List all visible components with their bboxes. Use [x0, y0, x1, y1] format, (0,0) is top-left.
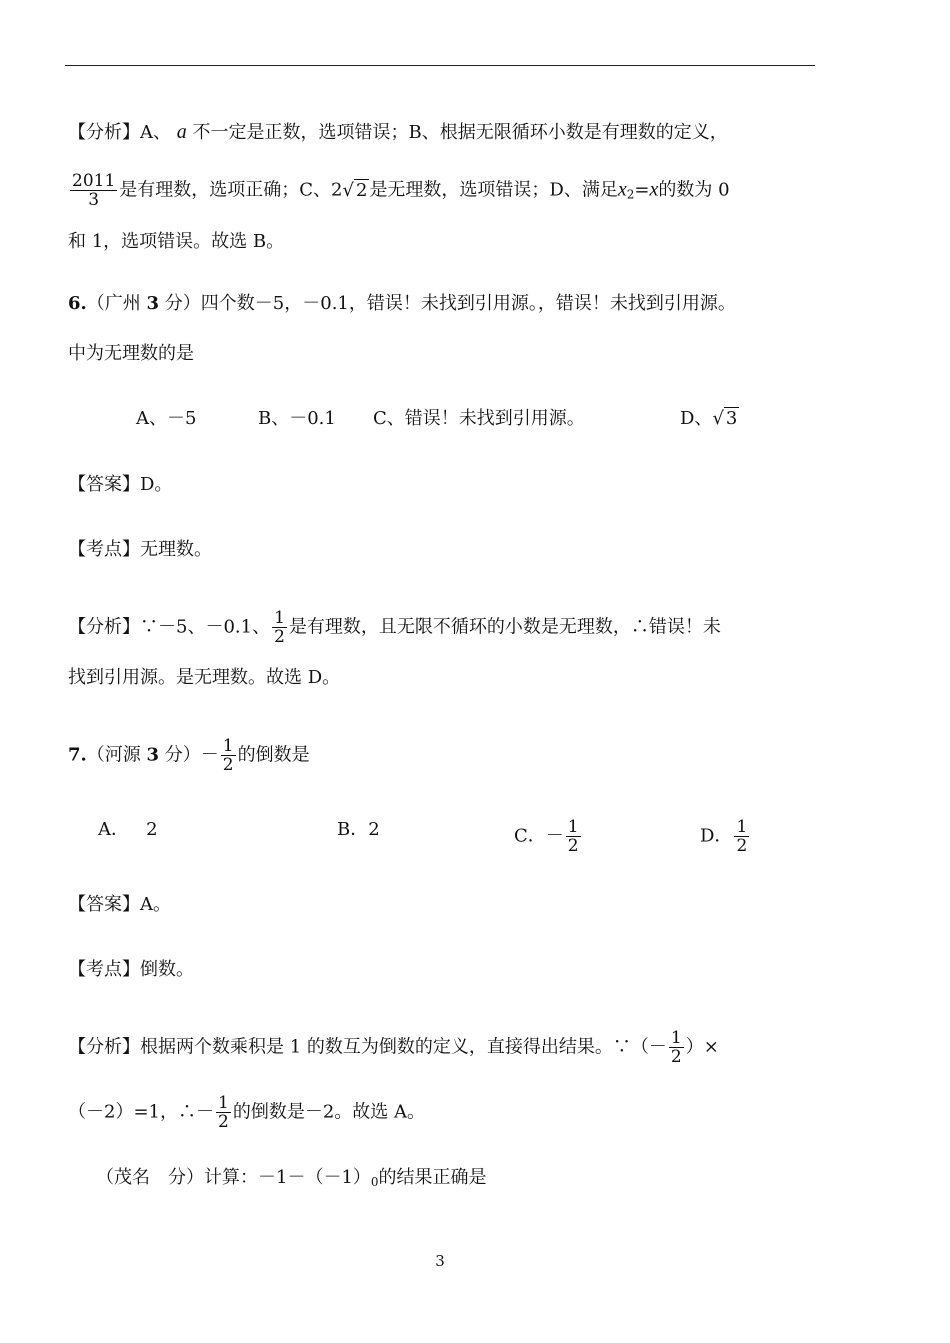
fraction-half: [669, 1029, 684, 1066]
sqrt-3: [712, 407, 739, 431]
q5-analysis-line3: 和 1，选项错误。故选 B。: [68, 231, 285, 252]
fraction-half: [566, 818, 581, 855]
stem: 四个数－5，－0.1，错误！未找到引用源。，错误！未找到引用源。: [200, 293, 736, 314]
var-a: a: [176, 121, 187, 143]
text: ）×: [685, 1036, 719, 1058]
q7-option-a: [98, 818, 158, 842]
q7-analysis-line1: [68, 1029, 719, 1066]
q6-stem-line1: [68, 292, 736, 316]
q7-option-d: [700, 818, 751, 855]
q6-option-b: B、－0.1: [258, 408, 336, 429]
option-label: A．: [98, 819, 129, 840]
stem: 的倒数是: [237, 744, 310, 766]
option-label: C．－: [514, 825, 564, 847]
analysis-label: 【分析】: [68, 122, 140, 143]
fraction-2011-3: [70, 172, 117, 209]
q6-analysis-line2: 找到引用源。是无理数。故选 D。: [68, 667, 341, 688]
stem: （茂名 分）计算：－1－（－1）: [96, 1167, 371, 1188]
frac-num: 1: [218, 1093, 229, 1113]
var-x: x: [617, 178, 627, 201]
source: （河源: [86, 744, 147, 766]
q6-answer: 【答案】D。: [68, 474, 173, 495]
sqrt-2: [343, 179, 370, 203]
text: 不一定是正数，选项错误；B、根据无限循环小数是有理数的定义，: [192, 122, 728, 143]
equals: =: [634, 179, 650, 201]
source: 分）: [159, 744, 201, 766]
q6-option-a: A、－5: [136, 408, 197, 429]
q7-answer: 【答案】A。: [68, 894, 171, 915]
frac-num: 1: [274, 608, 285, 628]
q6-stem-line2: 中为无理数的是: [68, 343, 194, 364]
frac-den: 2: [218, 1112, 229, 1132]
q7-point: 【考点】倒数。: [68, 959, 194, 980]
question-number: 6.: [68, 293, 87, 314]
sqrt-radicand: 2: [355, 179, 368, 201]
sqrt-symbol: √: [342, 179, 354, 201]
text: 的数为 0: [658, 179, 730, 201]
q7-stem: [68, 737, 310, 774]
frac-num: 1: [670, 1028, 682, 1048]
text: 是有理数，选项正确；C、: [119, 179, 332, 201]
page-number: 3: [435, 1252, 445, 1270]
score: 3: [146, 293, 160, 314]
q6-option-c: C、错误！未找到引用源。: [373, 408, 585, 429]
q7-option-b: B．2: [337, 819, 380, 840]
q5-analysis-line2: [68, 172, 730, 209]
header-rule: [65, 65, 815, 66]
text: 【分析】∵－5、－0.1、: [68, 616, 271, 638]
q5-analysis-line1: [68, 120, 728, 145]
subscript: 0: [370, 1175, 379, 1189]
frac-num: 1: [567, 817, 579, 837]
frac-den: 2: [736, 836, 748, 856]
frac-num: 1: [222, 736, 234, 756]
option-label: D．: [700, 825, 733, 847]
text: （－2）=1，∴－: [68, 1101, 214, 1123]
text: 是有理数，且无限不循环的小数是无理数，∴错误！未: [288, 616, 721, 638]
source: （广州: [86, 293, 147, 314]
frac-den: 2: [222, 755, 234, 775]
frac-den: 2: [567, 836, 579, 856]
q6-point: 【考点】无理数。: [68, 539, 212, 560]
text: 【分析】根据两个数乘积是 1 的数互为倒数的定义，直接得出结果。∵（－: [68, 1036, 667, 1058]
source: 分）: [159, 293, 201, 314]
option-value: 2: [146, 819, 158, 840]
fraction-half: [272, 609, 287, 646]
q7-option-c: [514, 818, 583, 855]
fraction-half: [216, 1094, 231, 1131]
question-number: 7.: [68, 744, 87, 766]
option-label: D、: [680, 408, 713, 429]
text: 的倒数是－2。故选 A。: [232, 1101, 426, 1123]
q7-analysis-line2: [68, 1094, 425, 1131]
text: A、: [140, 122, 171, 143]
fraction-half: [221, 737, 236, 774]
frac-den: 2: [274, 627, 285, 647]
var-x: x: [649, 178, 659, 201]
text: 是无理数，选项错误；D、满足: [369, 179, 618, 201]
sqrt-coef: 2: [331, 179, 343, 201]
sqrt-symbol: √: [712, 408, 724, 429]
sqrt-radicand: 3: [725, 408, 738, 429]
q6-option-d: [680, 407, 739, 431]
stem: 的结果正确是: [378, 1167, 487, 1188]
score: 3: [146, 744, 160, 766]
fraction-half: [734, 818, 749, 855]
frac-den: 2: [670, 1047, 682, 1067]
q6-analysis-line1: [68, 609, 721, 646]
minus: －: [200, 744, 219, 766]
frac-num: 2011: [72, 171, 116, 191]
frac-num: 1: [736, 817, 748, 837]
q8-stem: [96, 1166, 487, 1194]
frac-den: 3: [88, 190, 100, 210]
subscript: 2: [626, 187, 635, 202]
